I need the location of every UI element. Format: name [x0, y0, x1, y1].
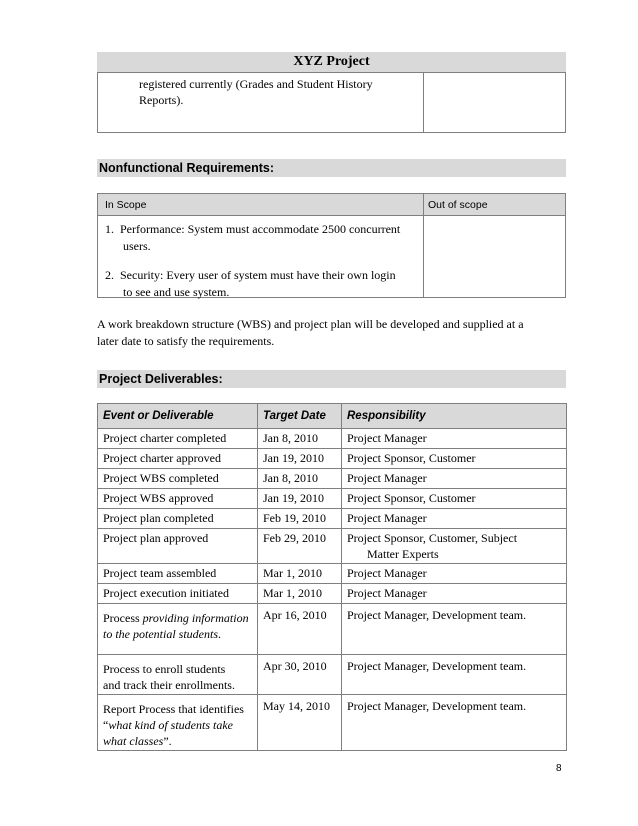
event-cell: Project WBS approved	[98, 489, 258, 509]
requirement-item	[105, 267, 438, 301]
event-text-italic: what kind of students take what classes	[103, 718, 233, 748]
responsibility-line-1: Project Sponsor, Customer, Subject	[347, 531, 518, 545]
table-row	[98, 509, 567, 529]
column-header-responsibility: Responsibility	[342, 404, 567, 429]
table-row	[98, 695, 567, 751]
event-text-italic: providing information to the potential students	[103, 611, 249, 641]
table-row	[98, 449, 567, 469]
event-cell: Project plan completed	[98, 509, 258, 529]
date-cell: Jan 8, 2010	[258, 429, 342, 449]
event-cell	[98, 604, 258, 655]
continued-line-2: Reports).	[139, 93, 184, 107]
table-header-row	[98, 404, 567, 429]
date-cell: Jan 19, 2010	[258, 449, 342, 469]
out-of-scope-header: Out of scope	[428, 199, 488, 211]
date-cell: Jan 8, 2010	[258, 469, 342, 489]
column-header-event: Event or Deliverable	[98, 404, 258, 429]
event-line-1: Process to enroll students	[103, 662, 226, 676]
responsibility-cell: Project Manager	[342, 564, 567, 584]
event-cell	[98, 655, 258, 695]
date-cell: Mar 1, 2010	[258, 584, 342, 604]
event-cell: Project plan approved	[98, 529, 258, 564]
event-cell: Project team assembled	[98, 564, 258, 584]
requirement-text: Security: Every user of system must have their own login	[120, 268, 396, 282]
column-header-date: Target Date	[258, 404, 342, 429]
table-row	[98, 584, 567, 604]
requirement-number: 1.	[105, 222, 114, 236]
scope-table	[97, 193, 566, 298]
table-row	[98, 469, 567, 489]
table-row	[98, 604, 567, 655]
event-text-tail: ”.	[163, 734, 172, 748]
requirement-text-cont: users.	[123, 239, 151, 253]
in-scope-header: In Scope	[105, 199, 147, 211]
responsibility-cell: Project Sponsor, Customer	[342, 449, 567, 469]
requirement-text: Performance: System must accommodate 2500 concurrent	[120, 222, 401, 236]
event-text-tail: .	[218, 627, 221, 641]
responsibility-cell: Project Manager	[342, 584, 567, 604]
continued-cell-text	[139, 76, 419, 108]
event-cell: Project charter approved	[98, 449, 258, 469]
wbs-paragraph	[97, 316, 566, 350]
event-cell: Project execution initiated	[98, 584, 258, 604]
event-cell	[98, 695, 258, 751]
date-cell: Mar 1, 2010	[258, 564, 342, 584]
table-row	[98, 655, 567, 695]
event-text: Process	[103, 611, 143, 625]
responsibility-cell: Project Sponsor, Customer	[342, 489, 567, 509]
table-row	[98, 529, 567, 564]
requirement-number: 2.	[105, 268, 114, 282]
page-header: XYZ Project	[97, 52, 566, 72]
continued-line-1: registered currently (Grades and Student History	[139, 77, 373, 91]
table-row	[98, 489, 567, 509]
event-text: Report Process that identifies “	[103, 702, 244, 732]
date-cell: Apr 16, 2010	[258, 604, 342, 655]
responsibility-cell: Project Manager, Development team.	[342, 655, 567, 695]
date-cell: Jan 19, 2010	[258, 489, 342, 509]
table-row	[98, 564, 567, 584]
deliverables-table	[97, 403, 567, 751]
date-cell: Feb 19, 2010	[258, 509, 342, 529]
responsibility-cell: Project Manager	[342, 429, 567, 449]
page-number: 8	[556, 763, 562, 774]
deliverables-heading: Project Deliverables:	[97, 370, 566, 388]
responsibility-line-2: Matter Experts	[367, 547, 439, 561]
responsibility-cell: Project Manager, Development team.	[342, 695, 567, 751]
requirement-item	[105, 221, 438, 255]
date-cell: Apr 30, 2010	[258, 655, 342, 695]
responsibility-cell: Project Manager	[342, 509, 567, 529]
event-cell: Project charter completed	[98, 429, 258, 449]
requirement-text-cont: to see and use system.	[123, 285, 230, 299]
responsibility-cell: Project Manager, Development team.	[342, 604, 567, 655]
continued-table	[97, 72, 566, 133]
nonfunctional-heading: Nonfunctional Requirements:	[97, 159, 566, 177]
date-cell: May 14, 2010	[258, 695, 342, 751]
scope-table-header	[98, 194, 565, 216]
event-line-2: and track their enrollments.	[103, 678, 235, 692]
responsibility-cell: Project Manager	[342, 469, 567, 489]
date-cell: Feb 29, 2010	[258, 529, 342, 564]
paragraph-line-2: later date to satisfy the requirements.	[97, 334, 275, 348]
responsibility-cell	[342, 529, 567, 564]
column-divider	[423, 73, 424, 132]
paragraph-line-1: A work breakdown structure (WBS) and project plan will be developed and supplied at a	[97, 317, 524, 331]
event-cell: Project WBS completed	[98, 469, 258, 489]
table-row	[98, 429, 567, 449]
